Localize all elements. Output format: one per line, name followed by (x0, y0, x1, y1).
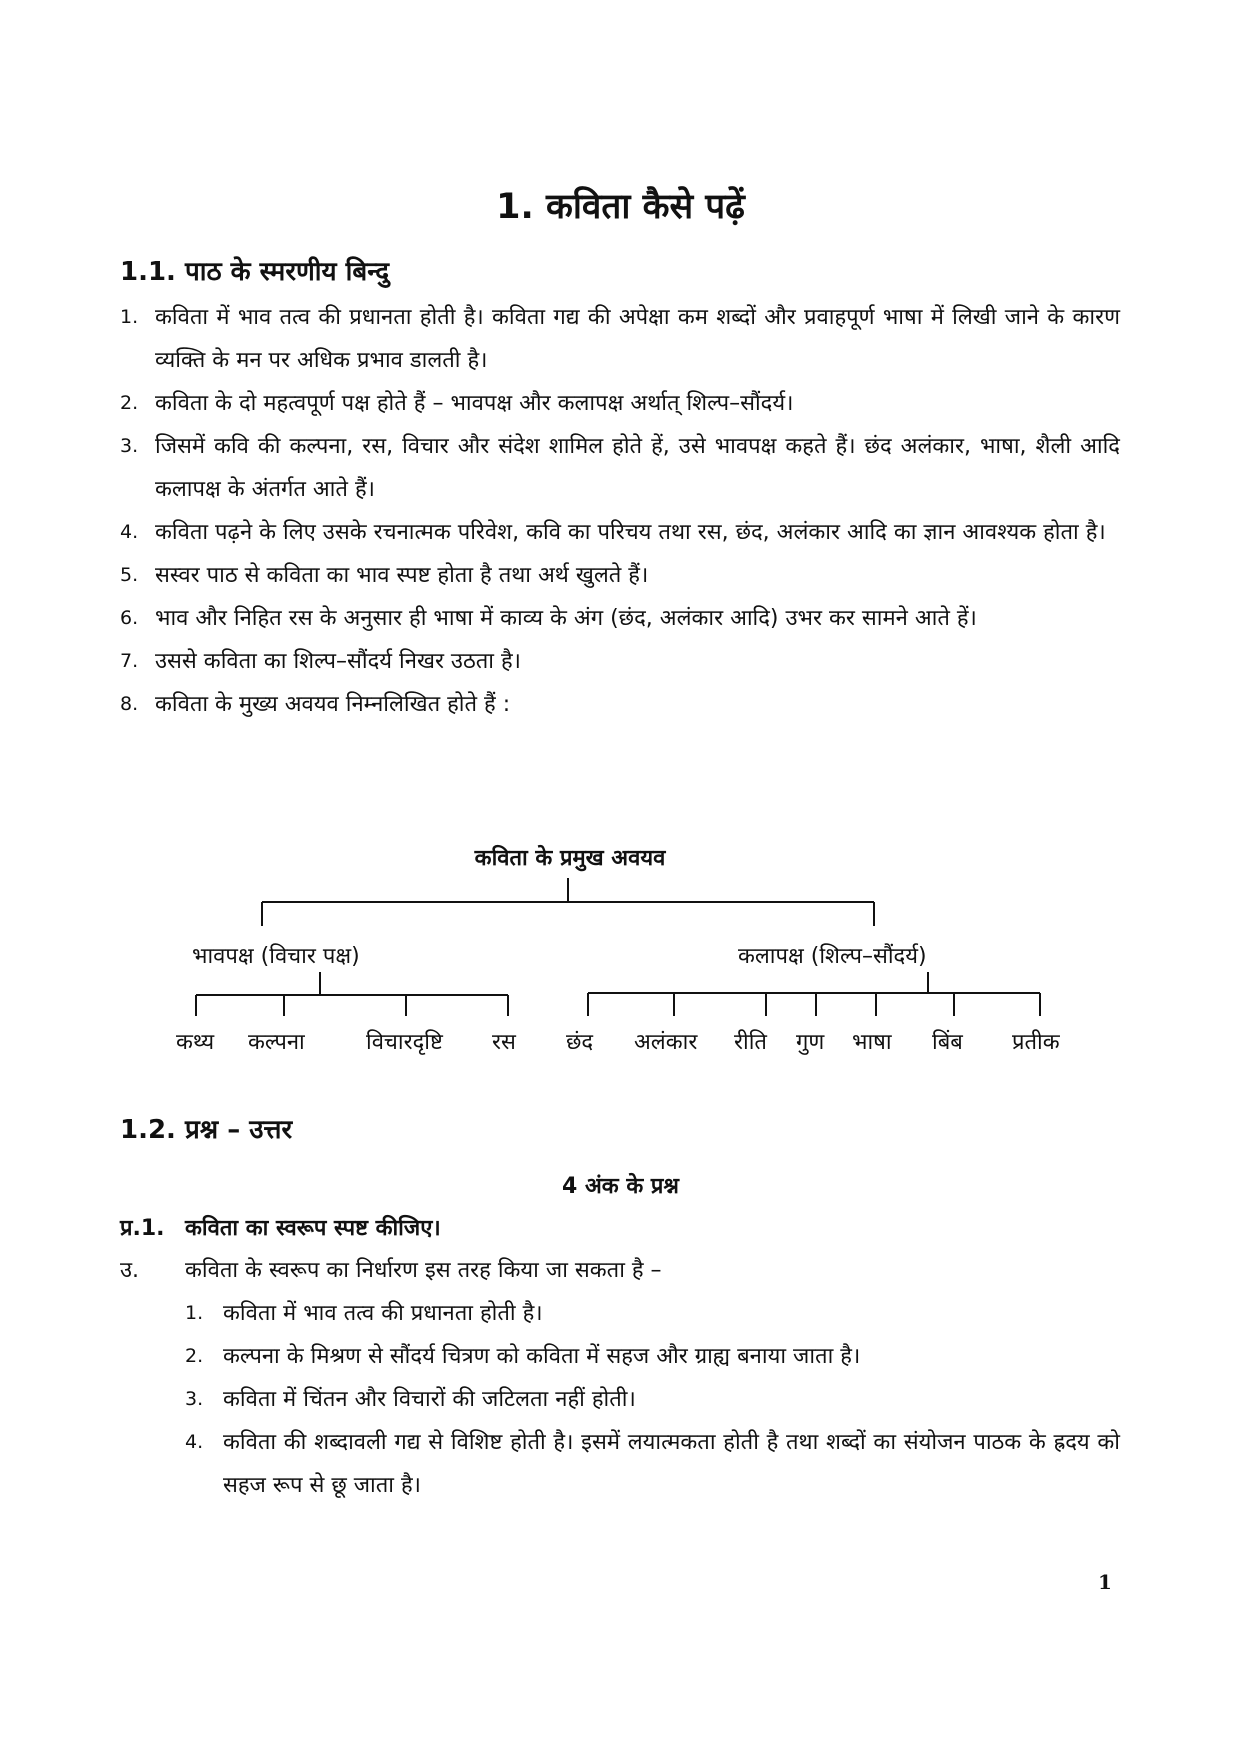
item-number: 3. (120, 435, 139, 457)
item-number: 4. (120, 521, 139, 543)
leaf-node: कथ्य (176, 1030, 215, 1055)
item-number: 1. (185, 1302, 204, 1324)
answer-list (185, 1292, 1120, 1507)
item-text: जिसमें कवि की कल्पना, रस, विचार और संदेश शामिल होते हें, उसे भावपक्ष कहते हैं। छंद अलंकार, भाषा, शैली आदि कलापक्ष के अंतर्गत आते हैं। (155, 434, 1120, 502)
list-item (185, 1421, 1120, 1507)
leaf-node: गुण (796, 1030, 825, 1055)
kalapaksh-node: कलापक्ष (शिल्प–सौंदर्य) (738, 944, 927, 969)
item-text: कविता के मुख्य अवयव निम्नलिखित होते हैं : (155, 692, 511, 717)
leaf-node: रीति (734, 1030, 767, 1055)
marks-subheading: 4 अंक के प्रश्न (562, 1174, 679, 1199)
item-text: कल्पना के मिश्रण से सौंदर्य चित्रण को कविता में सहज और ग्राह्य बनाया जाता है। (223, 1344, 861, 1369)
list-item (185, 1335, 1120, 1378)
list-item (120, 296, 1120, 382)
item-number: 5. (120, 564, 139, 586)
list-item (120, 683, 1120, 726)
item-text: भाव और निहित रस के अनुसार ही भाषा में काव्य के अंग (छंद, अलंकार आदि) उभर कर सामने आते हें। (155, 606, 977, 631)
item-text: कविता में भाव तत्व की प्रधानता होती है। (223, 1301, 543, 1326)
list-item (120, 554, 1120, 597)
leaf-node: अलंकार (634, 1030, 698, 1055)
answer-intro: कविता के स्वरूप का निर्धारण इस तरह किया जा सकता है – (185, 1258, 662, 1283)
list-item (120, 640, 1120, 683)
item-text: कविता की शब्दावली गद्य से विशिष्ट होती है। इसमें लयात्मकता होती है तथा शब्दों का संयोजन पाठक के ह्रदय को सहज रूप से छू जाता है। (223, 1430, 1120, 1498)
leaf-node: भाषा (852, 1030, 892, 1055)
diagram-title: कविता के प्रमुख अवयव (474, 846, 666, 871)
list-item (185, 1378, 1120, 1421)
item-number: 2. (120, 392, 139, 414)
list-item (120, 597, 1120, 640)
page-number: 1 (1098, 1570, 1112, 1594)
item-text: कविता पढ़ने के लिए उसके रचनात्मक परिवेश, कवि का परिचय तथा रस, छंद, अलंकार आदि का ज्ञान आवश्यक होता है। (155, 520, 1106, 545)
item-number: 2. (185, 1345, 204, 1367)
item-text: उससे कविता का शिल्प–सौंदर्य निखर उठता है। (155, 649, 522, 674)
leaf-node: कल्पना (248, 1030, 305, 1055)
list-item (120, 382, 1120, 425)
leaf-node: छंद (566, 1030, 594, 1055)
list-item (120, 425, 1120, 511)
item-number: 8. (120, 693, 139, 715)
question-label: प्र.1. (120, 1216, 165, 1241)
section-heading-qa: 1.2. प्रश्न – उत्तर (120, 1115, 293, 1145)
item-number: 3. (185, 1388, 204, 1410)
memorable-points-list (120, 296, 1120, 726)
item-number: 4. (185, 1431, 204, 1453)
answer-row (120, 1254, 662, 1284)
question-row (120, 1212, 441, 1242)
leaf-node: विचारदृष्टि (366, 1030, 443, 1055)
leaf-node: प्रतीक (1012, 1030, 1060, 1055)
list-item (120, 511, 1120, 554)
item-text: कविता में चिंतन और विचारों की जटिलता नहीं होती। (223, 1387, 636, 1412)
section-heading-memorable-points: 1.1. पाठ के स्मरणीय बिन्दु (120, 257, 390, 287)
item-number: 1. (120, 306, 139, 328)
bhavpaksh-node: भावपक्ष (विचार पक्ष) (192, 944, 360, 969)
list-item (185, 1292, 1120, 1335)
item-text: कविता में भाव तत्व की प्रधानता होती है। कविता गद्य की अपेक्षा कम शब्दों और प्रवाहपूर्ण भाषा में लिखी जाने के कारण व्यक्ति के मन पर अधिक प्रभाव डालती है। (155, 305, 1120, 373)
item-text: सस्वर पाठ से कविता का भाव स्पष्ट होता है तथा अर्थ खुलते हैं। (155, 563, 649, 588)
item-number: 7. (120, 650, 139, 672)
leaf-node: रस (492, 1030, 516, 1055)
question-text: कविता का स्वरूप स्पष्ट कीजिए। (185, 1216, 441, 1241)
item-text: कविता के दो महत्वपूर्ण पक्ष होते हैं – भावपक्ष और कलापक्ष अर्थात् शिल्प–सौंदर्य। (155, 391, 794, 416)
leaf-node: बिंब (932, 1030, 963, 1055)
page-title: 1. कविता कैसे पढ़ें (496, 187, 745, 227)
answer-label: उ. (120, 1258, 140, 1283)
item-number: 6. (120, 607, 139, 629)
